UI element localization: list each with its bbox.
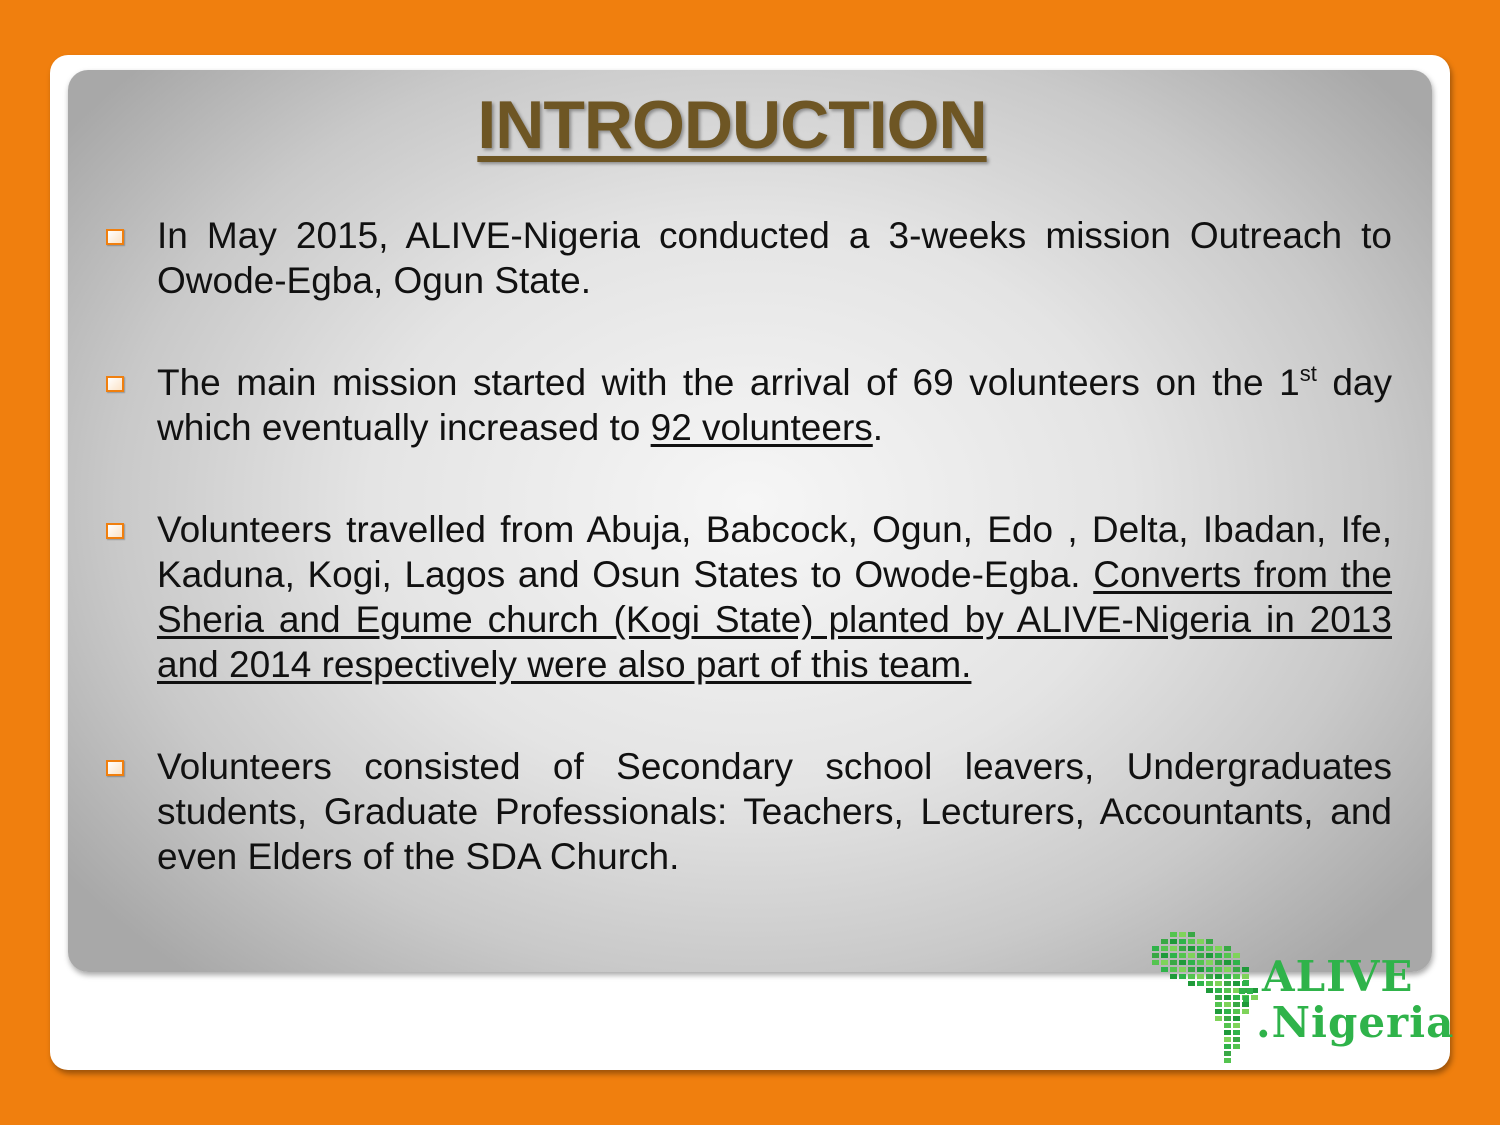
bullet-item: [100, 213, 1392, 303]
bullet-item: [100, 744, 1392, 879]
logo-text-nigeria: .Nigeria: [1256, 998, 1455, 1047]
bullet-text: .: [872, 407, 884, 448]
africa-map-icon: [1150, 930, 1260, 1065]
checkbox-bullet-icon: [106, 376, 124, 392]
bullet-text: Volunteers travelled from Abuja, Babcock, Ogun, Edo , Delta, Ibadan, Ife, Kaduna, Kogi, Lagos and Osun States to Owode-Egba.: [157, 509, 1392, 595]
bullet-text: The main mission started with the arrival of 69 volunteers on the 1: [157, 362, 1300, 403]
checkbox-bullet-icon: [106, 229, 124, 245]
superscript: st: [1299, 361, 1317, 386]
bullet-item: [100, 507, 1392, 687]
checkbox-bullet-icon: [106, 523, 124, 539]
logo-text-alive: ALIVE: [1262, 952, 1414, 1001]
bullet-list: [100, 213, 1392, 936]
bullet-text: In May 2015, ALIVE-Nigeria conducted a 3-weeks mission Outreach to Owode-Egba, Ogun State.: [157, 215, 1392, 301]
alive-nigeria-logo: [1150, 930, 1455, 1065]
underlined-text: 92 volunteers: [650, 407, 873, 448]
checkbox-bullet-icon: [106, 760, 124, 776]
bullet-text: Volunteers consisted of Secondary school leavers, Undergraduates students, Graduate Professionals: Teachers, Lecturers, Accountants, and even Elders of the SDA Church.: [157, 746, 1392, 877]
bullet-item: [100, 360, 1392, 450]
bullet-text: day which eventually increased to: [157, 362, 1393, 448]
underlined-text: Converts from the Sheria and Egume church (Kogi State) planted by ALIVE-Nigeria in 2013 and 2014 respectively were also part of this team.: [157, 554, 1392, 685]
slide-title: INTRODUCTION: [477, 87, 987, 163]
